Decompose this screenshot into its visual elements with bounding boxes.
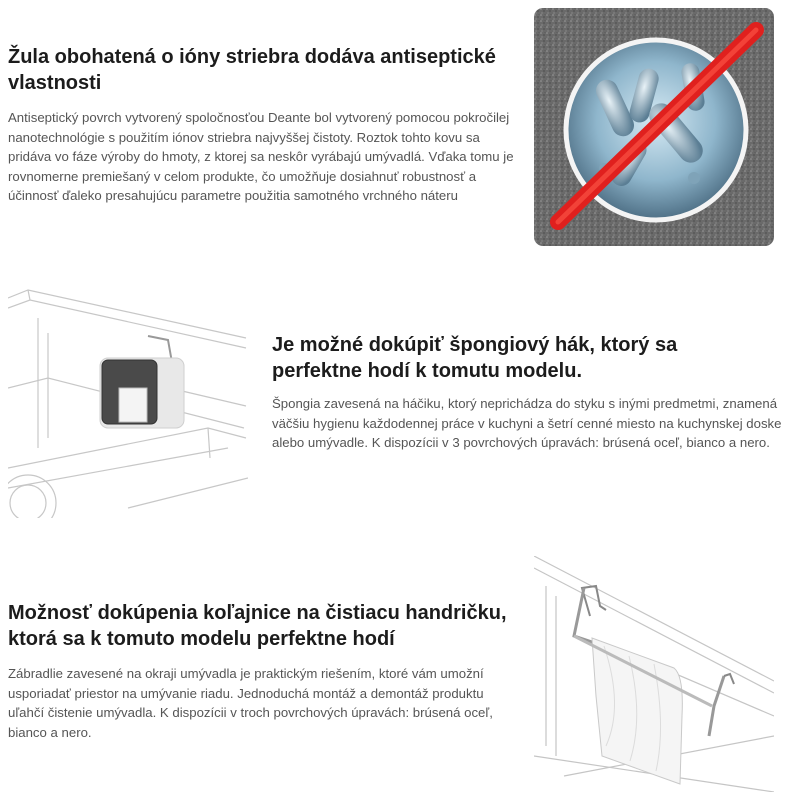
section-antiseptic [0, 0, 792, 260]
section-sponge-hook [0, 270, 792, 530]
bacteria-crossed-out-icon [534, 8, 774, 246]
section-text-sponge-hook: Špongia zavesená na háčiku, ktorý neprichádza do styku s inými predmetmi, znamená väčšiu hygienu každodennej práce v kuchyni a šetrí cenné miesto na kuchynskej doske alebo umývadle. K dispozícii v 3 povrchových úpravách: brúsená oceľ, bianco a nero. [272, 396, 782, 450]
towel-rail-sink-icon [534, 556, 774, 792]
section-text-antiseptic: Antiseptický povrch vytvorený spoločnosťou Deante bol vytvorený pomocou pokročilej nanotechnológie s použitím iónov striebra najvyššej čistoty. Roztok tohto kovu sa pridáva vo fáze výroby do hmoty, z ktorej sa neskôr vyrábajú umývadlá. Vďaka tomu je rovnomerne premiešaný v celom produkte, čo umožňuje dosiahnuť robustnosť a účinnosť ďaleko presahujúcu parametre použitia samotného vrchného náteru [8, 110, 514, 203]
section-text-towel-rail: Zábradlie zavesené na okraji umývadla je praktickým riešením, ktoré vám umožní usporiadať priestor na umývanie riadu. Jednoduchá montáž a demontáž produktu uľahčí čistenie umývadla. K dispozícii v troch povrchových úpravách: brúsená oceľ, bianco a nero. [8, 666, 493, 740]
section-heading-antiseptic: Žula obohatená o ióny striebra dodáva antiseptické vlastnosti [8, 46, 496, 94]
section-heading-towel-rail: Možnosť dokúpenia koľajnice na čistiacu handričku, ktorá sa k tomuto modelu perfektne hodí [8, 602, 507, 650]
sponge-hook-sink-icon [8, 278, 248, 518]
section-towel-rail [0, 540, 792, 792]
section-heading-sponge-hook: Je možné dokúpiť špongiový hák, ktorý sa perfektne hodí k tomutu modelu. [272, 334, 678, 382]
